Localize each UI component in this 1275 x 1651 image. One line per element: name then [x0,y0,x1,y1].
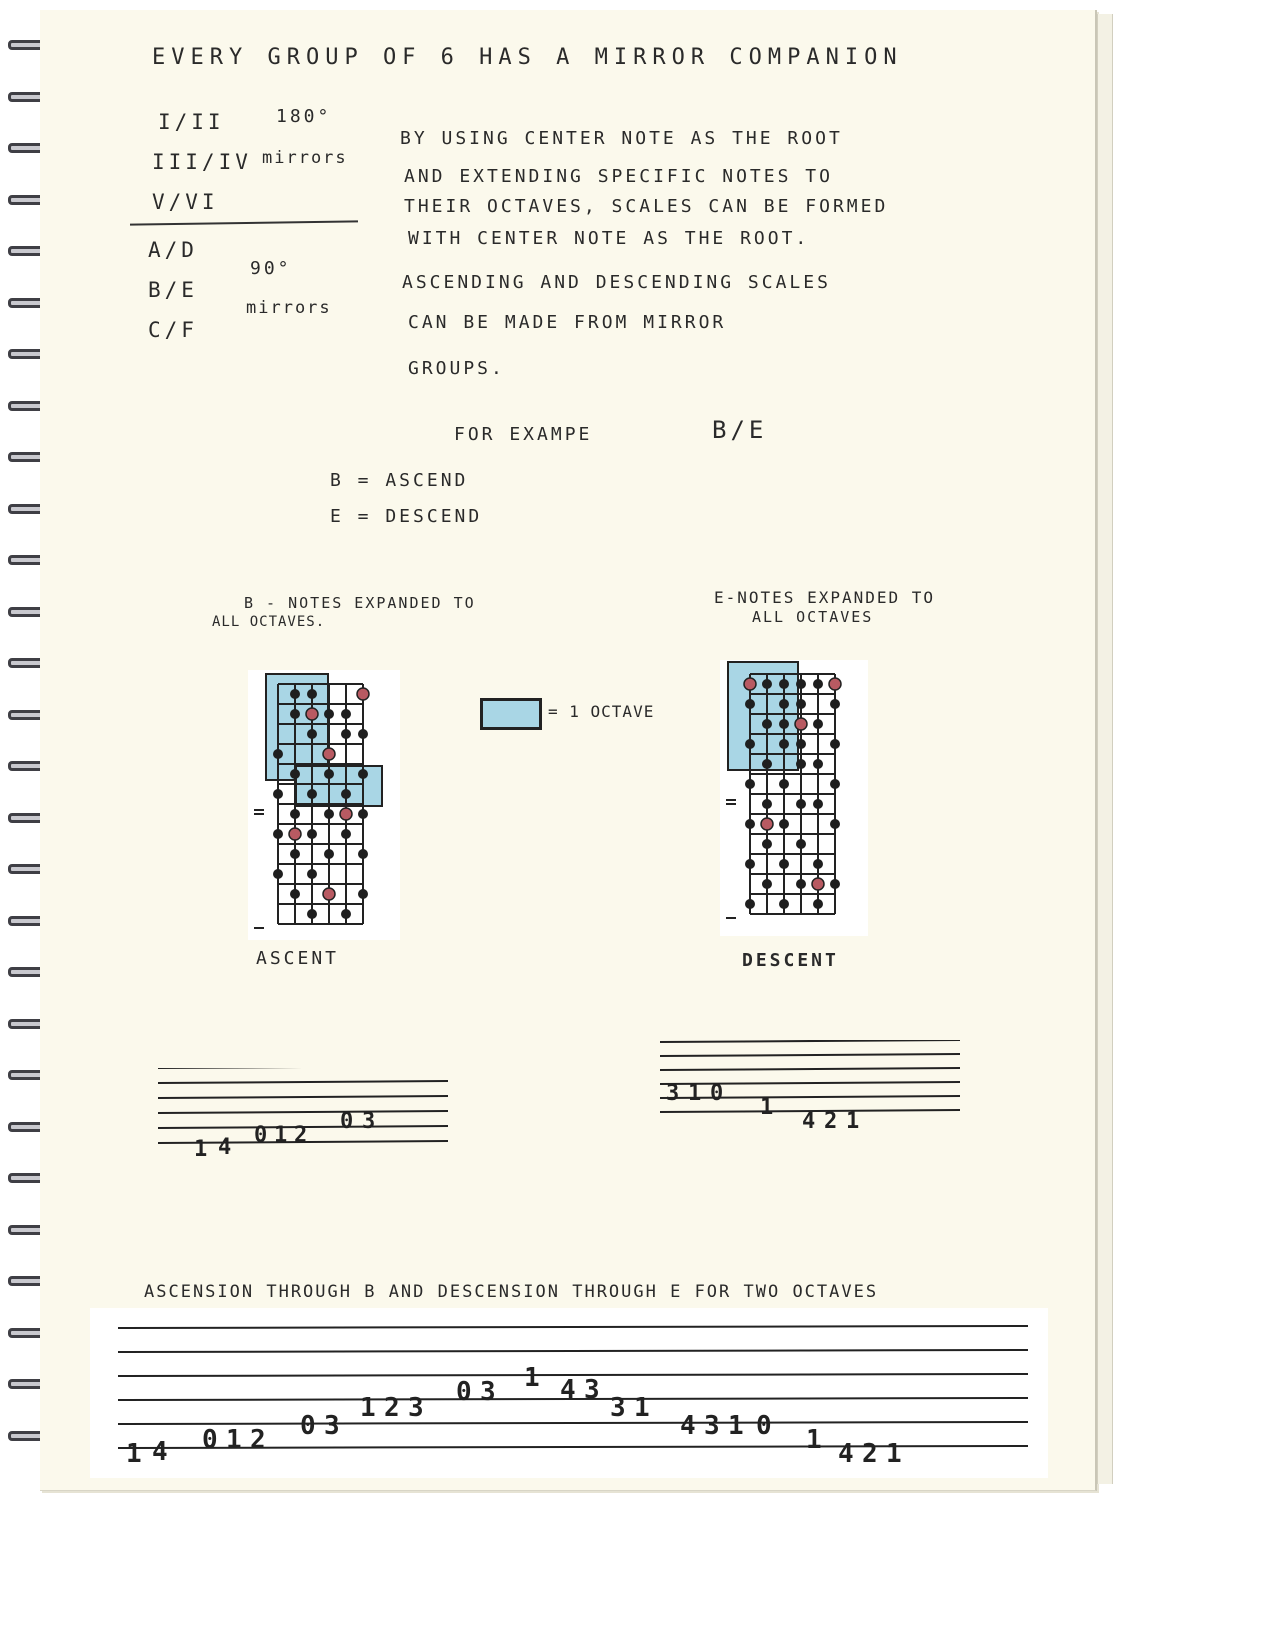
text-line: WITH CENTER NOTE AS THE ROOT. [408,228,810,249]
scale-dot [779,699,789,709]
scale-dot [779,739,789,749]
scale-dot [813,759,823,769]
tab-note: 3 [408,1393,424,1423]
scale-dot [358,889,368,899]
tab-line [118,1350,1028,1352]
scale-dot [307,829,317,839]
tab-note: 3 [584,1375,600,1405]
tab-note: 2 [294,1123,308,1148]
group-pair: V/VI [152,190,219,214]
descent-fretboard-photo [720,660,868,936]
scale-dot [290,849,300,859]
scale-dot [290,769,300,779]
scale-dot [830,819,840,829]
tab-note: 4 [838,1439,854,1469]
example-pair: B/E [712,416,768,444]
ascent-tab-staff [158,1068,458,1178]
scale-dot [745,699,755,709]
octave-legend-box [480,698,542,730]
example-title: FOR EXAMPE [454,424,593,445]
text-line: CAN BE MADE FROM MIRROR [408,312,727,333]
scale-dot [273,749,283,759]
right-diagram-caption: E-NOTES EXPANDED TO [714,588,936,607]
tab-note: 1 [360,1393,376,1423]
scale-dot [779,719,789,729]
scale-dot [341,709,351,719]
scale-dot [307,909,317,919]
tab-note: 1 [524,1363,540,1393]
root-dot [340,808,352,820]
scale-dot [762,799,772,809]
scale-dot [273,869,283,879]
scale-dot [813,719,823,729]
group-pair: A/D [148,238,198,262]
scale-dot [830,779,840,789]
scale-dot [307,869,317,879]
scale-dot [762,839,772,849]
scale-dot [290,709,300,719]
scale-dot [796,799,806,809]
ascent-fretboard-photo [248,670,400,940]
scale-dot [762,759,772,769]
scale-dot [307,689,317,699]
scale-dot [324,809,334,819]
group-pair: C/F [148,318,198,342]
tab-line [660,1068,960,1070]
tab-line [158,1081,448,1083]
tab-note: 1 [688,1081,702,1106]
scale-dot [324,849,334,859]
root-dot [323,748,335,760]
scale-dot [779,679,789,689]
right-diagram-caption: ALL OCTAVES [752,608,874,626]
descent-fretboard-diagram [720,660,868,936]
scale-dot [796,699,806,709]
scale-dot [290,689,300,699]
scale-dot [745,819,755,829]
tab-line [660,1082,960,1084]
scale-dot [830,739,840,749]
tab-note: 2 [824,1109,838,1134]
left-diagram-caption: B - NOTES EXPANDED TO [244,594,476,612]
root-dot [812,878,824,890]
scale-dot [762,879,772,889]
root-dot [289,828,301,840]
scale-dot [779,819,789,829]
scale-dot [813,859,823,869]
example-e-line: E = DESCEND [330,506,483,527]
scale-dot [341,829,351,839]
tab-note: 0 [340,1109,354,1134]
scale-dot [273,829,283,839]
scale-dot [341,789,351,799]
scale-dot [762,719,772,729]
text-line: THEIR OCTAVES, SCALES CAN BE FORMED [404,196,889,217]
tab-note: 3 [324,1411,340,1441]
tab-note: 1 [274,1123,288,1148]
descent-tab-staff [660,1040,970,1150]
scale-dot [273,789,283,799]
scale-dot [796,839,806,849]
tab-note: 4 [560,1375,576,1405]
scale-dot [779,859,789,869]
scale-dot [324,769,334,779]
group-note: 90° [250,258,292,279]
root-dot [357,688,369,700]
ascent-tab [158,1068,458,1182]
tab-line [158,1096,448,1098]
root-dot [744,678,756,690]
tab-line [158,1111,448,1113]
descent-label: DESCENT [742,950,839,971]
text-line: ASCENDING AND DESCENDING SCALES [402,272,831,293]
tab-note: 0 [756,1411,772,1441]
scale-dot [324,709,334,719]
tab-note: 0 [710,1081,724,1106]
octave-region [296,766,382,806]
scale-dot [745,739,755,749]
scale-dot [762,679,772,689]
scale-dot [813,679,823,689]
ascent-fretboard-diagram [248,670,400,940]
tab-note: 1 [760,1095,774,1120]
tab-note: 0 [456,1377,472,1407]
tab-note: 1 [886,1439,902,1469]
group-pair: III/IV [152,150,252,174]
tab-line [660,1096,960,1098]
root-dot [829,678,841,690]
tab-note: 1 [846,1109,860,1134]
two-octave-title: ASCENSION THROUGH B AND DESCENSION THROUGH E FOR TWO OCTAVES [144,1282,879,1302]
scale-dot [745,899,755,909]
tab-note: 1 [126,1439,142,1469]
group-note: mirrors [262,148,348,168]
text-line: BY USING CENTER NOTE AS THE ROOT [400,128,843,149]
example-b-line: B = ASCEND [330,470,469,491]
text-line: AND EXTENDING SPECIFIC NOTES TO [404,166,833,187]
scale-dot [341,909,351,919]
scale-dot [358,729,368,739]
tab-note: 2 [384,1393,400,1423]
scale-dot [358,849,368,859]
scale-dot [341,729,351,739]
tab-note: 0 [254,1123,268,1148]
scale-dot [779,779,789,789]
tab-note: 1 [226,1425,242,1455]
root-dot [306,708,318,720]
group-note: mirrors [246,298,332,318]
scale-dot [745,859,755,869]
scale-dot [796,879,806,889]
tab-note: 0 [202,1425,218,1455]
scale-dot [745,779,755,789]
ascent-label: ASCENT [256,948,340,969]
tab-note: 3 [704,1411,720,1441]
scale-dot [813,899,823,909]
page-edge [1097,14,1113,1484]
tab-note: 4 [218,1135,232,1160]
tab-note: 1 [728,1411,744,1441]
group-note: 180° [276,106,332,127]
root-dot [323,888,335,900]
tab-line [660,1040,960,1042]
tab-note: 1 [806,1425,822,1455]
tab-line [118,1326,1028,1328]
two-octave-tab-photo [90,1308,1048,1478]
scale-dot [358,769,368,779]
scale-dot [796,739,806,749]
scale-dot [813,799,823,809]
tab-note: 3 [610,1393,626,1423]
page-heading: EVERY GROUP OF 6 HAS A MIRROR COMPANION [152,45,903,70]
scale-dot [830,699,840,709]
text-line: GROUPS. [408,358,505,379]
scale-dot [796,759,806,769]
tab-note: 3 [480,1377,496,1407]
tab-note: 3 [362,1109,376,1134]
two-octave-tab-staff [90,1308,1048,1478]
octave-legend-label: = 1 OCTAVE [548,702,655,721]
scale-dot [358,809,368,819]
tab-note: 1 [634,1393,650,1423]
tab-note: 0 [300,1411,316,1441]
group-pair: I/II [158,110,225,134]
tab-line [660,1054,960,1056]
scale-dot [779,899,789,909]
tab-note: 1 [194,1137,208,1162]
scale-dot [307,729,317,739]
scale-dot [290,809,300,819]
tab-note: 2 [250,1425,266,1455]
tab-note: 4 [152,1437,168,1467]
scale-dot [796,679,806,689]
root-dot [761,818,773,830]
tab-note: 4 [680,1411,696,1441]
tab-note: 3 [666,1081,680,1106]
scale-dot [830,879,840,889]
descent-tab [660,1040,970,1154]
scale-dot [290,889,300,899]
tab-note: 4 [802,1109,816,1134]
left-diagram-caption: ALL OCTAVES. [212,614,326,630]
tab-note: 2 [862,1439,878,1469]
root-dot [795,718,807,730]
tab-line [118,1422,1028,1424]
group-pair: B/E [148,278,198,302]
scale-dot [307,789,317,799]
